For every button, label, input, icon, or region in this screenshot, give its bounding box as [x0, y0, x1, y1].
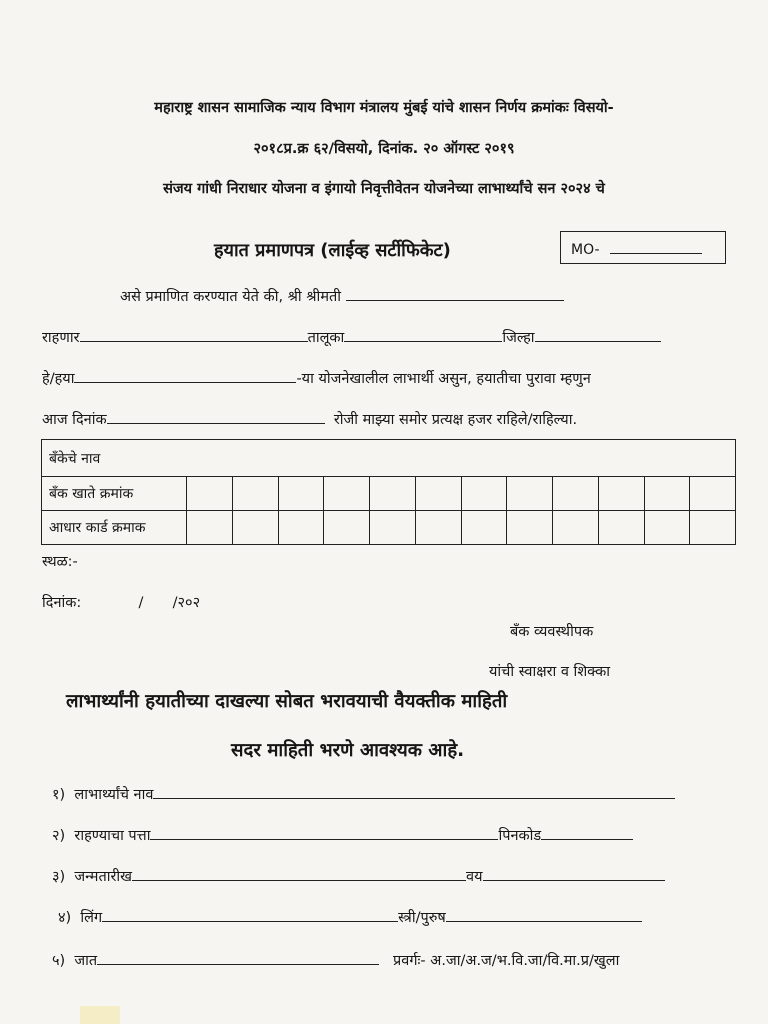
gender-option-blank[interactable] [446, 907, 642, 922]
account-digit-box[interactable] [644, 477, 690, 511]
aadhaar-digit-box[interactable] [553, 511, 599, 545]
category-options: प्रवर्गः- अ.जा/अ.ज/भ.वि.जा/वि.मा.प्र/खुला [393, 953, 620, 969]
certificate-title: हयात प्रमाणपत्र (लाईव्ह सर्टीफिकेट) [214, 240, 451, 261]
resident-blank[interactable] [80, 327, 308, 342]
caste-blank[interactable] [97, 950, 379, 965]
paper-edge-mark [80, 1006, 120, 1024]
personal-info-subheading: सदर माहिती भरणे आवश्यक आहे. [231, 740, 465, 761]
personal-info-heading: लाभार्थ्यांनी हयातीच्या दाखल्या सोबत भरावयाची वैयक्तीक माहिती [66, 691, 508, 712]
aadhaar-digit-box[interactable] [461, 511, 507, 545]
aadhaar-digit-box[interactable] [690, 511, 736, 545]
gender-options: स्त्री/पुरुष [398, 910, 446, 926]
account-digit-box[interactable] [598, 477, 644, 511]
account-digit-box[interactable] [507, 477, 553, 511]
pincode-blank[interactable] [541, 825, 633, 840]
he-she-label: हे/हया [42, 371, 75, 387]
item-number: १) [52, 787, 66, 803]
taluka-blank[interactable] [344, 327, 502, 342]
scheme-line [42, 368, 591, 388]
name-blank[interactable] [346, 286, 564, 301]
item-number: २) [52, 828, 66, 844]
bank-details-table [41, 439, 736, 545]
item-label: जात [74, 953, 98, 969]
aadhaar-digit-box[interactable] [644, 511, 690, 545]
info-item-caste [52, 950, 619, 970]
header-line-1: महाराष्ट्र शासन सामाजिक न्याय विभाग मंत्रालय मुंबई यांचे शासन निर्णय क्रमांकः विसयो- [154, 100, 614, 116]
aadhaar-digit-box[interactable] [278, 511, 324, 545]
place-label: स्थळ:- [42, 554, 78, 570]
date-year: /२०२ [172, 595, 201, 611]
bank-manager-label: बँक व्यवस्थीपक [510, 624, 594, 640]
header-line-3: संजय गांधी निराधार योजना व इंगायो निवृत्तीवेतन योजनेच्या लाभार्थ्यांचे सन २०२४ चे [163, 181, 605, 197]
info-item-birthdate [52, 866, 665, 886]
item-label: लाभार्थ्यांचे नाव [74, 787, 154, 803]
account-digit-box[interactable] [278, 477, 324, 511]
gender-blank[interactable] [102, 907, 398, 922]
address-blank[interactable] [150, 825, 498, 840]
item-number: ३) [52, 869, 66, 885]
aadhaar-digit-box[interactable] [232, 511, 278, 545]
scheme-blank[interactable] [74, 368, 296, 383]
item-number: ५) [52, 953, 66, 969]
account-digit-box[interactable] [415, 477, 461, 511]
account-digit-box[interactable] [461, 477, 507, 511]
beneficiary-name-blank[interactable] [153, 784, 675, 799]
mo-number-blank [610, 241, 702, 254]
district-blank[interactable] [535, 327, 661, 342]
account-number-row [42, 477, 736, 511]
pincode-label: पिनकोड [498, 828, 542, 844]
bank-name-row [42, 440, 736, 477]
account-label: बँक खाते क्रमांक [42, 477, 187, 511]
beneficiary-text: -या योजनेखालील लाभार्थी असुन, हयातीचा पुरावा म्हणुन [296, 371, 591, 387]
place-date-line [42, 592, 200, 612]
info-item-address [52, 825, 633, 845]
statement-text: असे प्रमाणित करण्यात येते की, श्री श्रीमती [120, 289, 342, 305]
item-label: जन्मतारीख [74, 869, 133, 885]
aadhaar-digit-box[interactable] [415, 511, 461, 545]
taluka-label: तालूका [307, 330, 345, 346]
place-date-label: दिनांक: [42, 595, 82, 611]
account-digit-box[interactable] [232, 477, 278, 511]
aadhaar-digit-box[interactable] [324, 511, 370, 545]
today-date-blank[interactable] [107, 409, 325, 424]
date-slash: / [138, 595, 144, 611]
mo-number-field[interactable] [560, 231, 726, 264]
age-blank[interactable] [483, 866, 665, 881]
presence-text: रोजी माझ्या समोर प्रत्यक्ष हजर राहिले/राहिल्या. [333, 412, 578, 428]
header-line-2: २०१८प्र.क्र ६२/विसयो, दिनांक. २० ऑगस्ट २०१९ [253, 141, 515, 157]
account-digit-box[interactable] [324, 477, 370, 511]
account-digit-box[interactable] [553, 477, 599, 511]
aadhaar-label: आधार कार्ड क्रमाक [42, 511, 187, 545]
item-label: लिंग [80, 910, 103, 926]
info-item-gender [58, 907, 642, 927]
aadhaar-digit-box[interactable] [187, 511, 233, 545]
aadhaar-number-row [42, 511, 736, 545]
info-item-name [52, 784, 675, 804]
account-digit-box[interactable] [187, 477, 233, 511]
address-line [42, 327, 661, 347]
age-label: वय [466, 869, 483, 885]
aadhaar-digit-box[interactable] [598, 511, 644, 545]
account-digit-box[interactable] [690, 477, 736, 511]
district-label: जिल्हा [502, 330, 535, 346]
item-number: ४) [58, 910, 72, 926]
birthdate-blank[interactable] [132, 866, 466, 881]
mo-label: MO- [571, 242, 600, 258]
account-digit-box[interactable] [370, 477, 416, 511]
resident-label: राहणार [42, 330, 80, 346]
sign-seal-label: यांची स्वाक्षरा व शिक्का [489, 664, 610, 680]
bank-name-cell[interactable] [42, 440, 736, 477]
today-date-label: आज दिनांक [42, 412, 107, 428]
date-line [42, 409, 577, 429]
bank-name-label: बँकेचे नाव [49, 450, 101, 467]
aadhaar-digit-box[interactable] [370, 511, 416, 545]
statement-line [120, 286, 564, 306]
item-label: राहण्याचा पत्ता [74, 828, 151, 844]
aadhaar-digit-box[interactable] [507, 511, 553, 545]
